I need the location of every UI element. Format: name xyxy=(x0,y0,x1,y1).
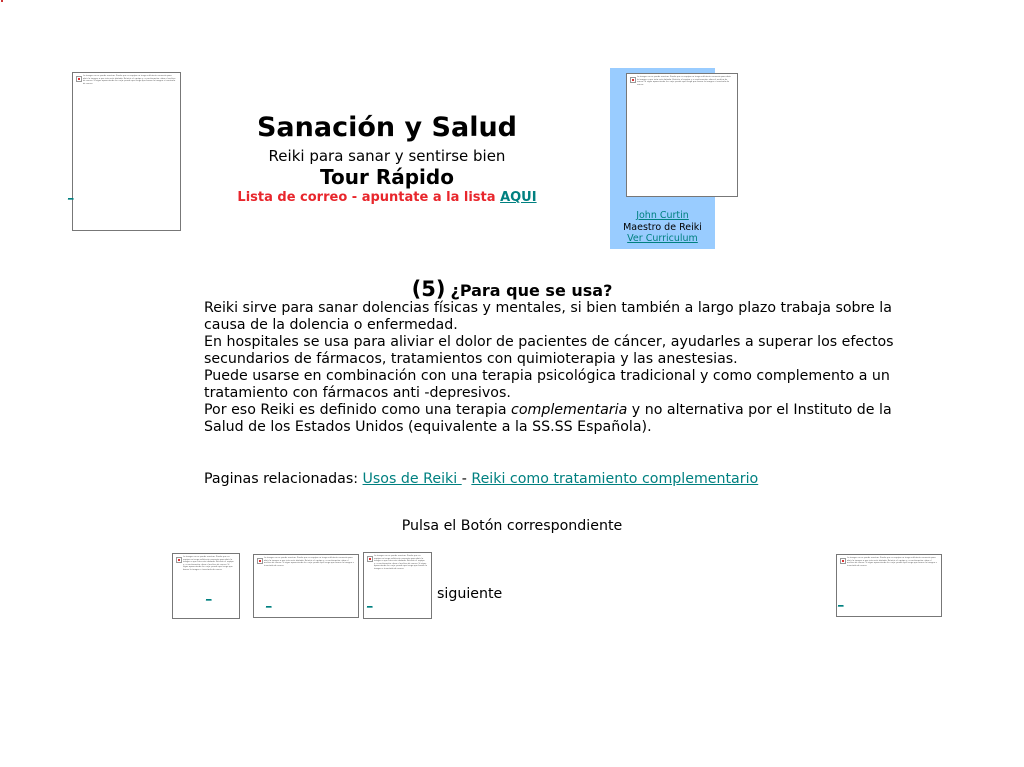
image-caption: La imagen no se puede mostrar. Puede que su equipo no tenga suficiente memoria para abrir la imagen o que ésta esté dañada. Reinicie el equipo y, a continuación, abra el archivo de nuevo. Si sigue apareciendo la x roja, puede que tenga que borrar la imagen e insertarla de nuevo. xyxy=(83,75,176,85)
author-photo xyxy=(626,73,738,197)
nav-link-4[interactable]: _ xyxy=(838,594,844,607)
image-caption: La imagen no se puede mostrar. Puede que su equipo no tenga suficiente memoria para abrir la imagen o que ésta esté dañada. Reinicie el equipo y, a continuación, abra el archivo de nuevo. Si sigue apareciendo la x roja, puede que tenga que borrar la imagen e insertarla de nuevo. xyxy=(637,76,731,86)
nav-link-3[interactable]: _ xyxy=(367,595,373,608)
broken-image-icon xyxy=(367,556,373,562)
broken-image-icon xyxy=(76,76,82,82)
page-title: Sanación y Salud xyxy=(256,112,517,143)
paragraph: En hospitales se usa para aliviar el dolor de pacientes de cáncer, ayudarles a superar los efectos secundarios de fármacos, tratamientos con quimioterapia y las anestesias. xyxy=(204,334,894,367)
section-question: ¿Para que se usa? xyxy=(450,281,613,300)
nav-link-2[interactable]: _ xyxy=(266,595,272,608)
paragraph-text: y no alternativa por el Instituto de la Salud de los Estados Unidos (equivalente a la SS.SS Española). xyxy=(204,402,892,435)
next-label: siguiente xyxy=(437,586,503,602)
author-role: Maestro de Reiki xyxy=(623,221,702,233)
image-caption: La imagen no se puede mostrar. Puede que su equipo no tenga suficiente memoria para abrir la imagen o que ésta esté dañada. Reinicie el equipo y, a continuación, abra el archivo de nuevo. Si sigue apareciendo la x roja, puede que tenga que borrar la imagen e insertarla de nuevo. xyxy=(847,557,937,567)
section-body xyxy=(204,300,914,436)
mailing-list-link[interactable]: AQUI xyxy=(500,190,537,205)
section-heading xyxy=(200,277,824,301)
page-subtitle: Reiki para sanar y sentirse bien xyxy=(268,147,506,165)
author-info xyxy=(610,210,715,245)
top-strip xyxy=(0,0,1024,2)
image-caption: La imagen no se puede mostrar. Puede que su equipo no tenga suficiente memoria para abrir la imagen o que ésta esté dañada. Reinicie el equipo y, a continuación, abra el archivo de nuevo. Si sigue apareciendo la x roja, puede que tenga que borrar la imagen e insertarla de nuevo. xyxy=(374,555,427,570)
broken-image-icon xyxy=(630,77,636,83)
emphasis-text: complementaria xyxy=(511,402,628,418)
nav-button-1[interactable] xyxy=(172,553,240,619)
image-caption: La imagen no se puede mostrar. Puede que su equipo no tenga suficiente memoria para abrir la imagen o que ésta esté dañada. Reinicie el equipo y, a continuación, abra el archivo de nuevo. Si sigue apareciendo la x roja, puede que tenga que borrar la imagen e insertarla de nuevo. xyxy=(183,556,234,571)
related-separator: - xyxy=(461,471,467,487)
broken-image-icon xyxy=(840,558,846,564)
related-link-usos[interactable]: Usos de Reiki xyxy=(362,471,462,487)
nav-button-3[interactable] xyxy=(363,552,432,619)
tour-heading: Tour Rápido xyxy=(320,165,454,189)
broken-image-icon xyxy=(257,558,263,564)
paragraph: Reiki sirve para sanar dolencias físicas y mentales, si bien también a largo plazo trabaja sobre la causa de la dolencia o enfermedad. xyxy=(204,300,892,333)
paragraph-text: Por eso Reiki es definido como una terapia xyxy=(204,402,512,418)
author-name-link[interactable]: John Curtin xyxy=(636,210,689,221)
nav-instruction: Pulsa el Botón correspondiente xyxy=(401,518,623,534)
broken-image-icon xyxy=(176,557,182,563)
paragraph: Puede usarse en combinación con una terapia psicológica tradicional y como complemento a un tratamiento con fármacos anti -depresivos. xyxy=(204,368,890,401)
section-number: (5) xyxy=(411,277,446,301)
author-cv-link[interactable]: Ver Curriculum xyxy=(627,233,698,244)
mailing-list-line xyxy=(200,190,574,205)
mailing-list-text: Lista de correo - apuntate a la lista xyxy=(237,190,496,205)
header-left-image xyxy=(72,72,181,231)
related-label: Paginas relacionadas: xyxy=(204,471,359,487)
related-pages xyxy=(204,471,758,487)
broken-image-icon xyxy=(1,0,3,2)
image-caption: La imagen no se puede mostrar. Puede que su equipo no tenga suficiente memoria para abrir la imagen o que ésta esté dañada. Reinicie el equipo y, a continuación, abra el archivo de nuevo. Si sigue apareciendo la x roja, puede que tenga que borrar la imagen e insertarla de nuevo. xyxy=(264,557,354,567)
nav-button-2[interactable] xyxy=(253,554,359,618)
nav-button-4[interactable] xyxy=(836,554,942,617)
related-link-complementario[interactable]: Reiki como tratamiento complementario xyxy=(471,471,759,487)
header-image-link[interactable]: _ xyxy=(68,187,74,200)
nav-link-1[interactable]: _ xyxy=(206,588,212,601)
paragraph xyxy=(204,402,914,436)
